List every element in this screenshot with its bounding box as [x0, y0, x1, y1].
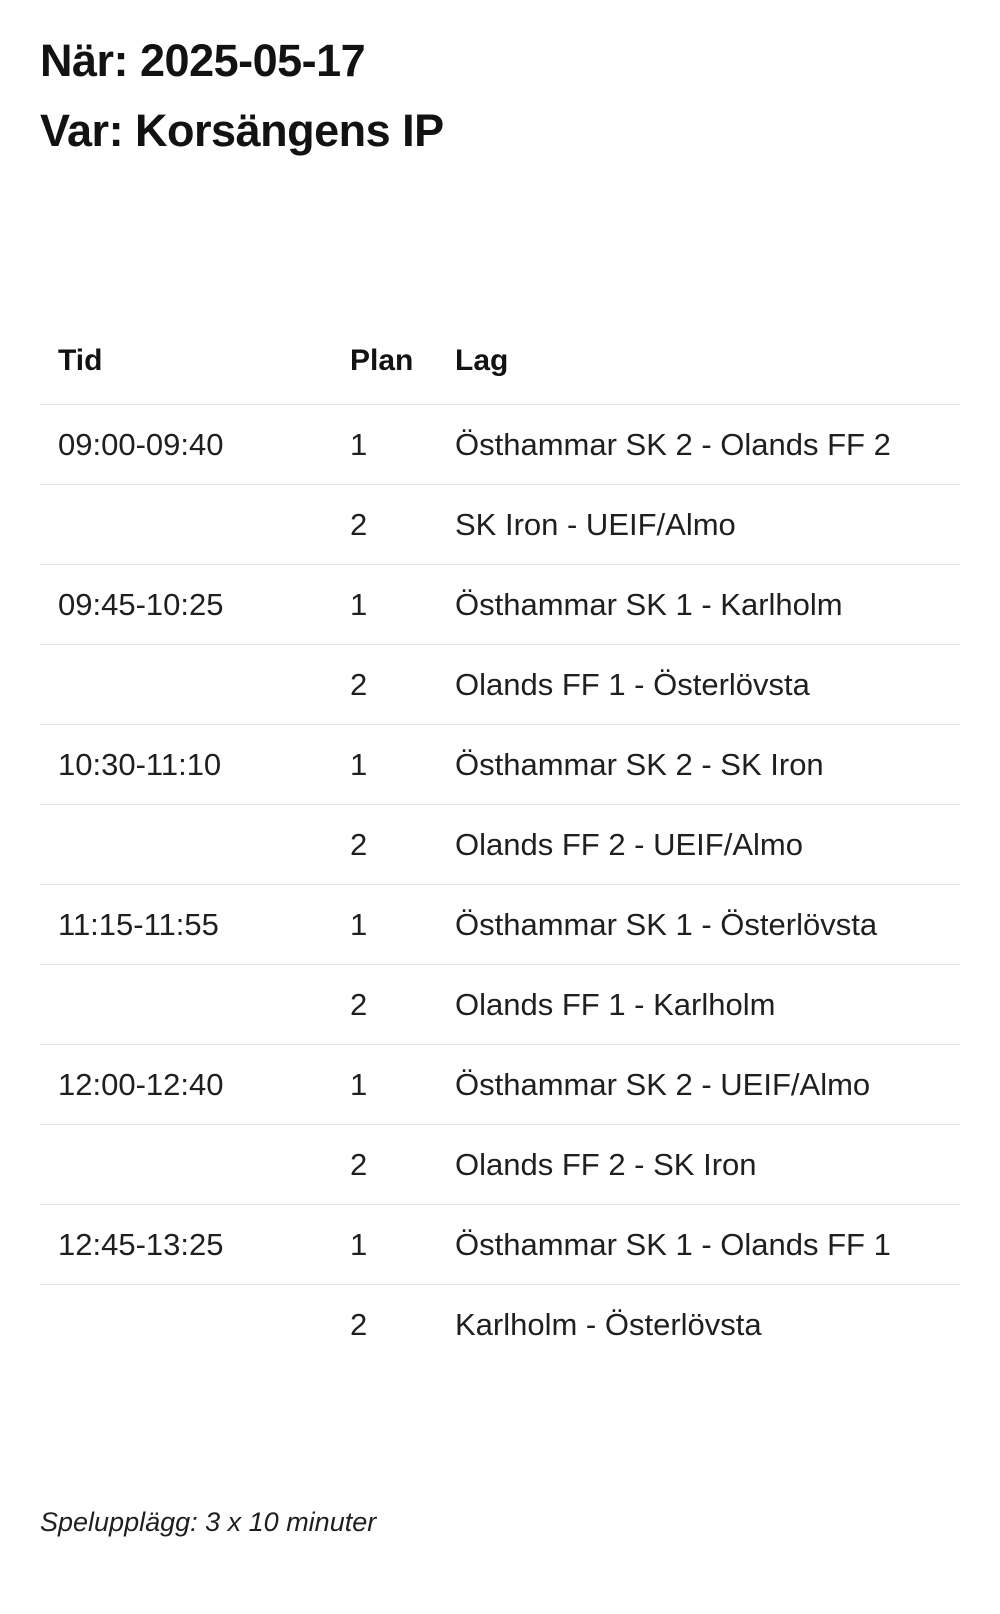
table-row	[40, 564, 960, 644]
table-row	[40, 724, 960, 804]
cell-tid: 12:45-13:25	[40, 1204, 350, 1284]
column-header-lag: Lag	[455, 343, 509, 377]
cell-lag: Olands FF 2 - UEIF/Almo	[455, 804, 960, 884]
cell-plan: 1	[350, 1204, 455, 1284]
cell-tid: 10:30-11:10	[40, 724, 350, 804]
table-row	[40, 964, 960, 1044]
cell-plan: 2	[350, 1124, 455, 1204]
cell-tid: 12:00-12:40	[40, 1044, 350, 1124]
cell-lag: Olands FF 1 - Österlövsta	[455, 644, 960, 724]
heading-table-spacer	[40, 166, 960, 344]
cell-lag: Östhammar SK 1 - Karlholm	[455, 564, 960, 644]
cell-lag: Östhammar SK 2 - Olands FF 2	[455, 404, 960, 484]
column-header-tid: Tid	[58, 343, 103, 377]
cell-lag: Karlholm - Österlövsta	[455, 1284, 960, 1364]
table-row	[40, 804, 960, 884]
cell-tid	[40, 1124, 350, 1204]
cell-lag: Olands FF 2 - SK Iron	[455, 1124, 960, 1204]
cell-lag: Östhammar SK 1 - Österlövsta	[455, 884, 960, 964]
cell-plan: 2	[350, 964, 455, 1044]
cell-plan: 1	[350, 884, 455, 964]
table-row	[40, 1124, 960, 1204]
cell-lag: Östhammar SK 1 - Olands FF 1	[455, 1204, 960, 1284]
cell-tid: 09:45-10:25	[40, 564, 350, 644]
cell-plan: 2	[350, 1284, 455, 1364]
schedule-table-body	[40, 404, 960, 1364]
event-location-line: Var: Korsängens IP	[40, 104, 444, 156]
table-row	[40, 1284, 960, 1364]
table-header-row	[40, 344, 960, 405]
cell-plan: 2	[350, 644, 455, 724]
cell-lag: Östhammar SK 2 - SK Iron	[455, 724, 960, 804]
cell-tid	[40, 964, 350, 1044]
cell-tid	[40, 1284, 350, 1364]
cell-plan: 1	[350, 404, 455, 484]
cell-lag: Olands FF 1 - Karlholm	[455, 964, 960, 1044]
cell-tid: 09:00-09:40	[40, 404, 350, 484]
schedule-table-head	[40, 344, 960, 405]
table-row	[40, 884, 960, 964]
cell-tid	[40, 644, 350, 724]
cell-plan: 1	[350, 724, 455, 804]
cell-plan: 2	[350, 804, 455, 884]
table-row	[40, 484, 960, 564]
cell-plan: 1	[350, 564, 455, 644]
cell-tid: 11:15-11:55	[40, 884, 350, 964]
table-row	[40, 1044, 960, 1124]
table-row	[40, 644, 960, 724]
cell-tid	[40, 484, 350, 564]
table-row	[40, 1204, 960, 1284]
cell-plan: 1	[350, 1044, 455, 1124]
event-date-line: När: 2025-05-17	[40, 35, 366, 86]
table-row	[40, 404, 960, 484]
cell-plan: 2	[350, 484, 455, 564]
cell-lag: SK Iron - UEIF/Almo	[455, 484, 960, 564]
schedule-table	[40, 344, 960, 1364]
format-note: Spelupplägg: 3 x 10 minuter	[40, 1507, 377, 1537]
cell-tid	[40, 804, 350, 884]
column-header-plan: Plan	[350, 343, 414, 377]
cell-lag: Östhammar SK 2 - UEIF/Almo	[455, 1044, 960, 1124]
event-heading	[40, 26, 960, 166]
